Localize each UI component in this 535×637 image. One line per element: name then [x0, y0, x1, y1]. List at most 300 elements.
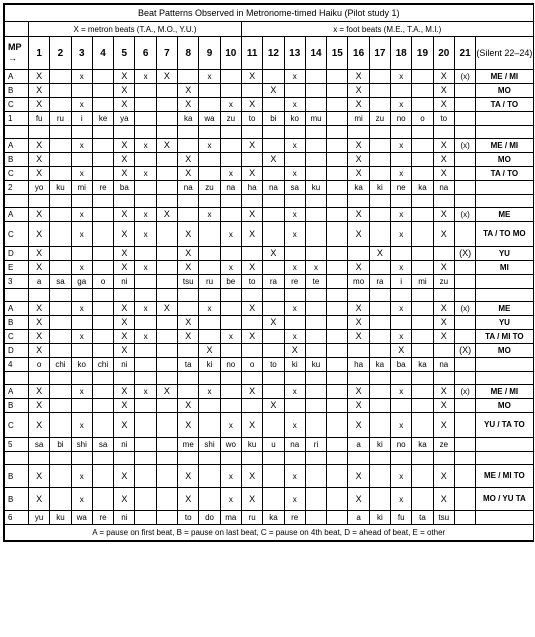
beat-cell: x [284, 488, 305, 511]
beat-cell [305, 385, 326, 399]
beat-cell [263, 261, 284, 275]
row-label: B [5, 465, 29, 488]
beat-cell: x [71, 302, 92, 316]
empty-cell [412, 126, 433, 139]
empty-cell [156, 126, 177, 139]
beat-cell: X [178, 316, 199, 330]
syllable-cell: o [29, 358, 50, 372]
beat-cell [220, 139, 241, 153]
pattern-label [476, 358, 533, 372]
beat-cell [305, 344, 326, 358]
empty-cell [327, 289, 348, 302]
beat-cell [327, 153, 348, 167]
beat-cell: X [29, 385, 50, 399]
syllable-cell: do [199, 511, 220, 525]
beat-number: 20 [433, 37, 454, 70]
beat-cell: X [348, 167, 369, 181]
beat-cell: x [391, 302, 412, 316]
beat-cell: x [135, 302, 156, 316]
beat-cell: X [241, 413, 262, 438]
syllable-cell: a [348, 511, 369, 525]
beat-cell: X [178, 261, 199, 275]
beat-number: 12 [263, 37, 284, 70]
beat-cell: X [199, 344, 220, 358]
syllable-cell: ni [114, 275, 135, 289]
beat-cell [156, 247, 177, 261]
beat-cell [220, 316, 241, 330]
beat-cell: x [391, 488, 412, 511]
beat-cell: X [178, 98, 199, 112]
beat-cell: x [135, 208, 156, 222]
beat-cell [92, 153, 113, 167]
beat-cell [412, 167, 433, 181]
empty-cell [391, 372, 412, 385]
beat-cell: X [178, 222, 199, 247]
empty-cell [178, 289, 199, 302]
empty-cell [476, 372, 533, 385]
syllable-cell: ni [114, 358, 135, 372]
beat-cell [156, 413, 177, 438]
syllable-cell: ka [348, 181, 369, 195]
beat-cell: x [391, 70, 412, 84]
empty-cell [241, 195, 262, 208]
empty-cell [327, 126, 348, 139]
syllable-row [5, 358, 534, 372]
beat-cell: X [29, 344, 50, 358]
beat-cell [92, 385, 113, 399]
empty-cell [241, 126, 262, 139]
beat-cell: X [348, 465, 369, 488]
beat-cell: x [391, 167, 412, 181]
beat-cell [92, 247, 113, 261]
beat-cell: x [284, 302, 305, 316]
syllable-cell: te [305, 275, 326, 289]
empty-cell [114, 195, 135, 208]
beat-cell [412, 330, 433, 344]
syllable-cell [156, 511, 177, 525]
beat-cell: X [114, 302, 135, 316]
empty-cell [114, 126, 135, 139]
beat-cell [220, 344, 241, 358]
beat-cell [305, 222, 326, 247]
syllable-cell: no [391, 438, 412, 452]
beat-cell [263, 167, 284, 181]
syllable-cell: ra [369, 275, 390, 289]
pattern-label: MO [476, 399, 533, 413]
syllable-cell [454, 438, 475, 452]
beat-cell [50, 316, 71, 330]
beat-cell: x [71, 139, 92, 153]
beat-cell: X [178, 153, 199, 167]
syllable-cell: o [412, 112, 433, 126]
syllable-cell: wa [71, 511, 92, 525]
beat-cell [92, 139, 113, 153]
beat-cell: X [156, 208, 177, 222]
beat-cell: X [391, 344, 412, 358]
empty-cell [220, 452, 241, 465]
table-title: Beat Patterns Observed in Metronome-timed Haiku (Pilot study 1) [5, 5, 534, 22]
syllable-cell: ki [369, 181, 390, 195]
syllable-cell: i [71, 112, 92, 126]
beat-cell: x [199, 302, 220, 316]
empty-cell [412, 372, 433, 385]
pattern-label: TA / TO [476, 98, 533, 112]
beat-number: 18 [391, 37, 412, 70]
spacer-row [5, 289, 534, 302]
syllable-cell: a [348, 438, 369, 452]
beat-cell [327, 247, 348, 261]
beat-cell [412, 222, 433, 247]
syllable-cell: zu [199, 181, 220, 195]
beat-cell [199, 153, 220, 167]
syllable-cell: to [178, 511, 199, 525]
beat-cell [369, 385, 390, 399]
beat-cell [391, 399, 412, 413]
beat-cell: X [348, 208, 369, 222]
syllable-cell: ka [412, 181, 433, 195]
row-label: A [5, 139, 29, 153]
beat-cell [92, 222, 113, 247]
empty-cell [348, 452, 369, 465]
empty-cell [220, 372, 241, 385]
beat-cell [199, 261, 220, 275]
beat-cell [263, 344, 284, 358]
syllable-cell: mi [412, 275, 433, 289]
beat-cell [199, 488, 220, 511]
mp-spacer [5, 22, 29, 37]
beat-cell [369, 84, 390, 98]
row-label: 3 [5, 275, 29, 289]
beat-cell [156, 330, 177, 344]
empty-cell [454, 372, 475, 385]
beat-cell: X [178, 465, 199, 488]
row-label: C [5, 167, 29, 181]
beat-cell [412, 465, 433, 488]
empty-cell [263, 289, 284, 302]
row-label: 1 [5, 112, 29, 126]
beat-cell: x [391, 208, 412, 222]
syllable-cell: mi [348, 112, 369, 126]
beat-cell: X [29, 139, 50, 153]
beat-cell [50, 167, 71, 181]
syllable-cell [454, 275, 475, 289]
empty-cell [476, 289, 533, 302]
row-label: C [5, 330, 29, 344]
beat-cell: (x) [454, 302, 475, 316]
empty-cell [135, 372, 156, 385]
syllable-cell: be [220, 275, 241, 289]
beat-cell: x [284, 330, 305, 344]
syllable-cell [156, 275, 177, 289]
syllable-cell [156, 358, 177, 372]
beat-number: 6 [135, 37, 156, 70]
beat-cell [369, 316, 390, 330]
syllable-cell [327, 112, 348, 126]
syllable-cell: zu [369, 112, 390, 126]
beat-cell [305, 316, 326, 330]
syllable-cell [156, 112, 177, 126]
empty-cell [5, 126, 29, 139]
beat-cell [327, 344, 348, 358]
beat-cell: X [29, 70, 50, 84]
beat-cell: x [391, 413, 412, 438]
beat-cell: x [391, 222, 412, 247]
beat-cell: X [241, 330, 262, 344]
beat-cell [284, 316, 305, 330]
empty-cell [29, 452, 50, 465]
row-label: A [5, 70, 29, 84]
empty-cell [391, 289, 412, 302]
beat-cell [305, 247, 326, 261]
row-label: B [5, 488, 29, 511]
beat-cell [327, 302, 348, 316]
spacer-row [5, 195, 534, 208]
beat-cell: X [348, 488, 369, 511]
beat-cell: x [71, 222, 92, 247]
empty-cell [284, 195, 305, 208]
pattern-label: YU / TA TO [476, 413, 533, 438]
pattern-row [5, 70, 534, 84]
syllable-cell: ga [71, 275, 92, 289]
beat-cell: x [199, 70, 220, 84]
empty-cell [454, 126, 475, 139]
beat-cell [50, 302, 71, 316]
pattern-label: YU [476, 247, 533, 261]
beat-cell: X [433, 222, 454, 247]
beat-cell [263, 330, 284, 344]
beat-cell [454, 316, 475, 330]
pattern-row [5, 247, 534, 261]
beat-cell: X [114, 488, 135, 511]
empty-cell [50, 452, 71, 465]
pattern-label: TA / TO MO [476, 222, 533, 247]
beat-number: 13 [284, 37, 305, 70]
beat-cell [220, 208, 241, 222]
syllable-cell: ku [50, 181, 71, 195]
beat-cell: X [433, 208, 454, 222]
beat-cell [327, 208, 348, 222]
syllable-cell: ba [114, 181, 135, 195]
syllable-cell [156, 438, 177, 452]
beat-cell [454, 399, 475, 413]
beat-cell [199, 222, 220, 247]
beat-cell: x [284, 70, 305, 84]
syllable-cell [135, 275, 156, 289]
beat-number: 9 [199, 37, 220, 70]
beat-cell [305, 70, 326, 84]
syllable-cell [327, 181, 348, 195]
syllable-cell [327, 511, 348, 525]
beat-cell: X [241, 385, 262, 399]
beat-cell: (x) [454, 70, 475, 84]
beat-cell: X [348, 222, 369, 247]
beat-cell: x [284, 261, 305, 275]
beat-cell: X [114, 208, 135, 222]
syllable-cell: na [263, 181, 284, 195]
spacer-row [5, 452, 534, 465]
empty-cell [5, 195, 29, 208]
row-label: 6 [5, 511, 29, 525]
syllable-cell: bi [263, 112, 284, 126]
beat-cell [412, 153, 433, 167]
beat-cell: x [135, 261, 156, 275]
row-label: C [5, 98, 29, 112]
row-label: A [5, 208, 29, 222]
beat-cell [369, 167, 390, 181]
beat-cell: X [348, 413, 369, 438]
beat-cell [178, 139, 199, 153]
pattern-label [476, 181, 533, 195]
beat-cell [348, 344, 369, 358]
beat-cell [199, 167, 220, 181]
syllable-cell: wa [199, 112, 220, 126]
beat-cell: X [433, 70, 454, 84]
pattern-label [476, 511, 533, 525]
beat-cell: x [284, 98, 305, 112]
syllable-cell: ni [114, 438, 135, 452]
beat-cell [135, 413, 156, 438]
beat-cell: X [114, 98, 135, 112]
beat-cell [391, 247, 412, 261]
beat-cell: X [178, 330, 199, 344]
beat-cell [369, 465, 390, 488]
beat-cell: X [114, 385, 135, 399]
beat-cell: X [241, 261, 262, 275]
empty-cell [199, 289, 220, 302]
beat-cell [369, 488, 390, 511]
empty-cell [305, 195, 326, 208]
beat-cell: x [71, 261, 92, 275]
syllable-cell: ku [305, 181, 326, 195]
beat-cell: X [348, 316, 369, 330]
beat-cell: X [29, 261, 50, 275]
syllable-cell [454, 358, 475, 372]
beat-number: 14 [305, 37, 326, 70]
beat-cell [327, 139, 348, 153]
syllable-cell: ta [412, 511, 433, 525]
beat-cell [433, 344, 454, 358]
empty-cell [369, 195, 390, 208]
beat-cell: X [348, 70, 369, 84]
empty-cell [391, 126, 412, 139]
beat-cell: X [263, 316, 284, 330]
pattern-label: ME / MI [476, 139, 533, 153]
beat-cell: X [29, 316, 50, 330]
syllable-cell: sa [284, 181, 305, 195]
beat-cell: X [156, 139, 177, 153]
beat-cell [220, 302, 241, 316]
beat-cell: X [348, 399, 369, 413]
beat-cell [284, 84, 305, 98]
empty-cell [92, 372, 113, 385]
beat-cell [327, 261, 348, 275]
syllable-cell: ku [241, 438, 262, 452]
syllable-cell: chi [92, 358, 113, 372]
beat-cell: X [178, 488, 199, 511]
empty-cell [433, 195, 454, 208]
beat-cell: x [71, 330, 92, 344]
beat-cell [369, 344, 390, 358]
beat-cell: X [241, 302, 262, 316]
syllable-cell: ri [305, 438, 326, 452]
empty-cell [199, 195, 220, 208]
syllable-cell: re [92, 181, 113, 195]
syllable-cell: ko [284, 112, 305, 126]
empty-cell [369, 372, 390, 385]
syllable-cell: u [263, 438, 284, 452]
empty-cell [92, 126, 113, 139]
beat-cell [391, 84, 412, 98]
beat-cell: X [263, 153, 284, 167]
empty-cell [412, 452, 433, 465]
spacer-row [5, 126, 534, 139]
empty-cell [412, 195, 433, 208]
beat-cell: X [241, 70, 262, 84]
beat-cell [327, 330, 348, 344]
beat-cell: X [348, 261, 369, 275]
beat-cell [348, 247, 369, 261]
beat-cell [50, 84, 71, 98]
beat-cell: X [348, 139, 369, 153]
beat-cell [305, 208, 326, 222]
syllable-cell: re [284, 275, 305, 289]
syllable-cell: sa [29, 438, 50, 452]
beat-cell [454, 488, 475, 511]
beat-cell [156, 153, 177, 167]
beat-cell [369, 261, 390, 275]
beat-cell: (x) [454, 385, 475, 399]
beat-cell [220, 70, 241, 84]
beat-cell [92, 465, 113, 488]
beat-cell [50, 98, 71, 112]
beat-cell: X [241, 98, 262, 112]
beat-cell [305, 153, 326, 167]
syllable-cell: na [433, 358, 454, 372]
pattern-row [5, 84, 534, 98]
beat-cell: X [114, 84, 135, 98]
syllable-cell: ru [50, 112, 71, 126]
empty-cell [178, 195, 199, 208]
mp-label: MP [8, 42, 22, 52]
syllable-cell [135, 358, 156, 372]
beat-cell [305, 330, 326, 344]
pattern-row [5, 330, 534, 344]
beat-cell: X [178, 413, 199, 438]
beat-cell: X [433, 330, 454, 344]
empty-cell [29, 372, 50, 385]
beat-cell [50, 385, 71, 399]
syllable-cell: ha [241, 181, 262, 195]
row-label: A [5, 385, 29, 399]
mp-header [5, 37, 29, 70]
beat-cell [454, 261, 475, 275]
beat-cell [199, 330, 220, 344]
beat-cell [327, 167, 348, 181]
beat-cell [50, 488, 71, 511]
beat-cell [305, 98, 326, 112]
beat-cell [156, 488, 177, 511]
beat-cell: x [199, 139, 220, 153]
beat-cell [327, 70, 348, 84]
beat-number: 7 [156, 37, 177, 70]
beat-cell [50, 222, 71, 247]
beat-cell: x [135, 385, 156, 399]
beat-number: 1 [29, 37, 50, 70]
beat-cell [156, 399, 177, 413]
syllable-cell: to [241, 275, 262, 289]
beat-number: 2 [50, 37, 71, 70]
beat-cell [156, 465, 177, 488]
